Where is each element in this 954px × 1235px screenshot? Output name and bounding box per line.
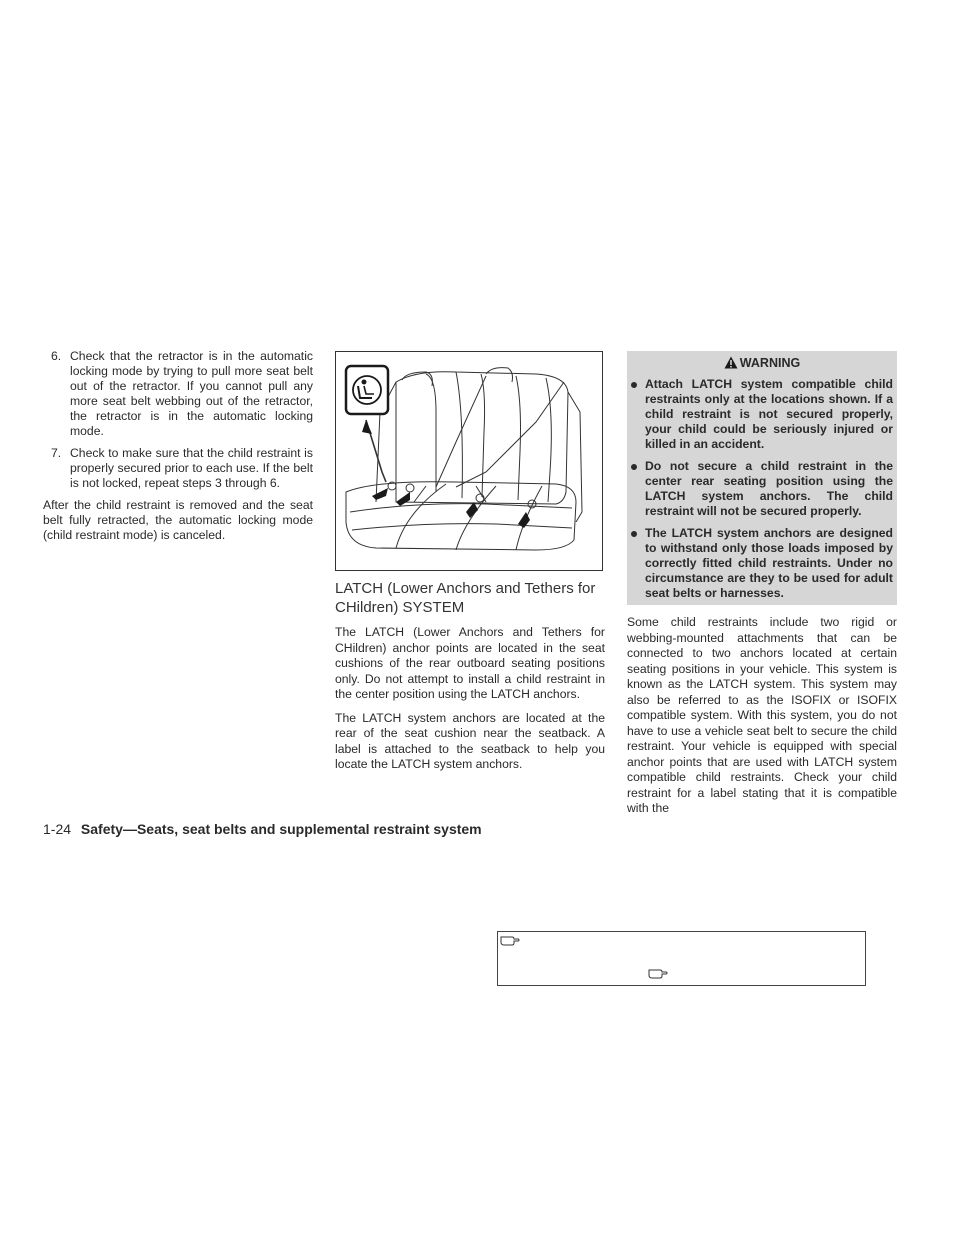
step-7 <box>43 446 313 491</box>
warning-bullet <box>631 377 893 452</box>
left-column <box>43 349 313 551</box>
warning-box <box>627 351 897 605</box>
step-6 <box>43 349 313 439</box>
child-seat-icon <box>346 366 388 414</box>
rear-seat-latch-figure <box>335 351 603 571</box>
rear-seat-illustration <box>336 352 602 570</box>
step-text: Check that the retractor is in the automatic locking mode by trying to pull more seat belt out of the retractor. If you cannot pull any more seat belt webbing out of the retractor, the retractor is in the automatic locking mode. <box>70 349 313 438</box>
warning-label: WARNING <box>739 356 801 370</box>
latch-intro-paragraph: Some child restraints include two rigid or webbing-mounted attachments that can be connected to two anchors located at certain seating positions in your vehicle. This system is known as the LATCH system. This system may also be referred to as the ISOFIX or ISOFIX compatible system. With this system, you do not have to use a vehicle seat belt to secure the child restraint. Your vehicle is equipped with special anchor points that are used with LATCH system compatible child restraints. Check your child restraint for a label stating that it is compatible with the <box>627 615 897 815</box>
bullet-icon <box>631 464 637 470</box>
section-title: Safety—Seats, seat belts and supplemental restraint system <box>80 821 482 837</box>
latch-paragraph-1: The LATCH (Lower Anchors and Tethers for CHildren) anchor points are located in the seat cushions of the rear outboard seating positions only. Do not attempt to install a child restraint in the center position using the LATCH anchors. <box>335 625 605 701</box>
pointing-hand-icon <box>648 966 668 982</box>
page-footer <box>43 821 482 837</box>
page-number: 1-24 <box>43 821 72 837</box>
after-removal-paragraph: After the child restraint is removed and the seat belt fully retracted, the automatic locking mode (child restraint mode) is canceled. <box>43 498 313 542</box>
bullet-icon <box>631 382 637 388</box>
step-text: Check to make sure that the child restraint is properly secured prior to each use. If the belt is not locked, repeat steps 3 through 6. <box>70 446 313 490</box>
warning-bullet-text: The LATCH system anchors are designed to withstand only those loads imposed by correctly fitted child restraints. Under no circumstance are they to be used for adult seat belts or harnesses. <box>645 526 893 600</box>
warning-bullet-text: Attach LATCH system compatible child restraints only at the locations shown. If a child restraint is not secured properly, your child could be seriously injured or killed in an accident. <box>645 377 893 451</box>
bullet-icon <box>631 531 637 537</box>
right-column <box>627 351 897 825</box>
latch-paragraph-2: The LATCH system anchors are located at the rear of the seat cushion near the seatback. A label is attached to the seatback to help you locate the LATCH system anchors. <box>335 710 605 771</box>
warning-title <box>631 355 893 371</box>
warning-bullet-text: Do not secure a child restraint in the center rear seating position using the LATCH system anchors. The child restraint will not be secured properly. <box>645 459 893 518</box>
warning-bullet <box>631 459 893 519</box>
warning-bullet <box>631 526 893 601</box>
middle-column <box>335 351 605 781</box>
note-box <box>497 931 866 986</box>
step-number: 6. <box>51 349 62 363</box>
warning-triangle-icon <box>724 356 738 369</box>
section-heading: LATCH (Lower Anchors and Tethers for CHildren) SYSTEM <box>335 580 596 616</box>
step-number: 7. <box>51 446 62 460</box>
pointing-hand-icon <box>500 933 520 949</box>
